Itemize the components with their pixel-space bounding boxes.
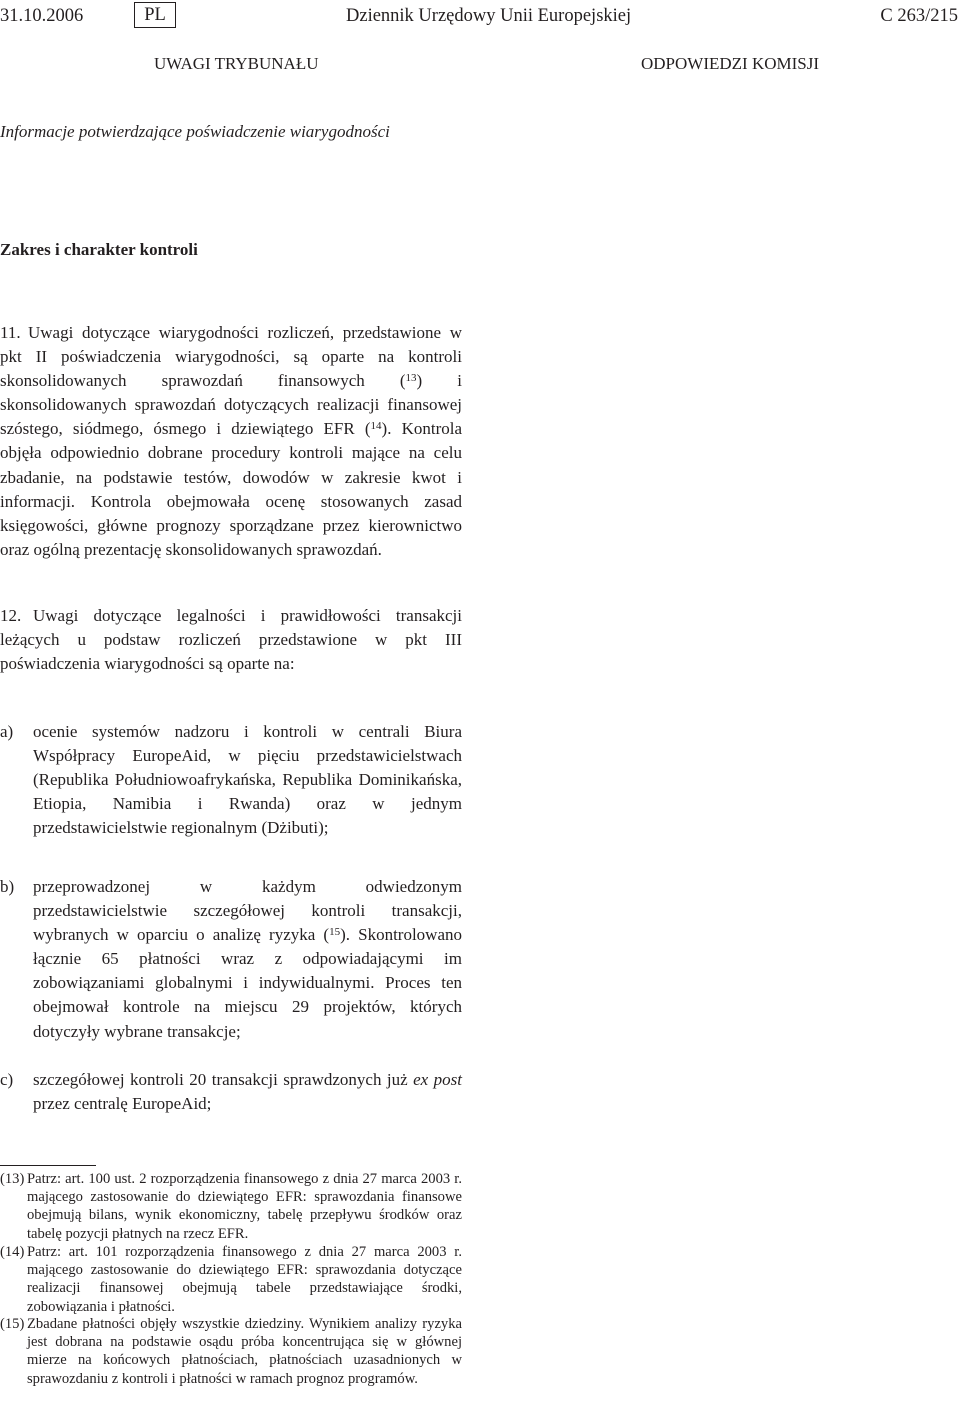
footnote-13 bbox=[0, 1170, 462, 1243]
list-item-text-part: przez centralę EuropeAid; bbox=[33, 1094, 212, 1114]
footnote-15 bbox=[0, 1315, 462, 1388]
list-marker: b) bbox=[0, 877, 15, 896]
paragraph-text: ). Kontrola objęła odpowiednio dobrane procedury kontroli mające na celu zbadanie, na podstawie testów, dowodów w zakresie kwot i informacji. Kontrola obejmowała ocenę stosowanych zasad księgowości, główne prognozy sporządzane przez kierownictwo oraz ogólną prezentację skonsolidowanych sprawozdań. bbox=[0, 419, 463, 559]
footnote-ref: 15 bbox=[329, 926, 341, 939]
footnote-text: Patrz: art. 100 ust. 2 rozporządzenia finansowego z dnia 27 marca 2003 r. mającego zastosowanie do dziewiątego EFR: sprawozdania finansowe obejmują bilans, wynik ekonomiczny, tabelę przepływu środków oraz tabelę pozycji płatnych na rzecz EFR. bbox=[27, 1171, 462, 1242]
list-item-text: ocenie systemów nadzoru i kontroli w centrali Biura Współpracy EuropeAid, w pięciu przedstawicielstwach (Republika Południowoafrykańska, Republika Dominikańska, Etiopia, Namibia i Rwanda) oraz w jednym przedstawicielstwie regionalnym (Dżibuti); bbox=[33, 722, 462, 838]
paragraph-11 bbox=[0, 321, 462, 562]
language-code-box: PL bbox=[134, 2, 176, 28]
list-item-c bbox=[0, 1068, 462, 1116]
italic-term: ex post bbox=[413, 1070, 463, 1089]
footnote-separator bbox=[0, 1165, 96, 1166]
list-item-text-part: przeprowadzonej w każdym odwiedzonym przedstawicielstwie szczegółowej kontroli transakcji, wybranych w oparciu o analizę ryzyka ( bbox=[33, 877, 462, 945]
paragraph-number: 12. bbox=[0, 606, 22, 625]
list-item-text-part: ). Skontrolowano łącznie 65 płatności wraz z odpowiadającymi im zobowiązaniami globalnymi i indywidualnymi. Proces ten obejmował kontrole na miejscu 29 projektów, których dotyczyły wybrane transakcje; bbox=[33, 925, 462, 1041]
section-subtitle: Informacje potwierdzające poświadczenie wiarygodności bbox=[0, 122, 390, 141]
journal-reference: C 263/215 bbox=[880, 6, 958, 26]
header-date: 31.10.2006 bbox=[0, 6, 84, 26]
paragraph-text: Uwagi dotyczące legalności i prawidłowości transakcji leżących u podstaw rozliczeń przedstawione w pkt III poświadczenia wiarygodności są oparte na: bbox=[0, 606, 462, 674]
paragraph-number: 11. bbox=[0, 323, 21, 342]
court-observations-heading: UWAGI TRYBUNAŁU bbox=[154, 54, 319, 73]
list-item-text bbox=[33, 875, 462, 1044]
list-item-text bbox=[33, 1068, 462, 1116]
list-item-b bbox=[0, 875, 462, 1044]
list-marker: a) bbox=[0, 722, 14, 741]
list-item-text-part: szczegółowej kontroli 20 transakcji sprawdzonych już bbox=[33, 1070, 408, 1089]
footnote-text: Patrz: art. 101 rozporządzenia finansowego z dnia 27 marca 2003 r. mającego zastosowanie do dziewiątego EFR: sprawozdania dotyczące realizacji finansowej obejmują tabele przedstawiające środki, zobowiązania i płatności. bbox=[27, 1244, 462, 1315]
footnote-ref: 13 bbox=[405, 372, 417, 385]
footnote-marker: (14) bbox=[0, 1244, 25, 1260]
paragraph-12 bbox=[0, 604, 462, 676]
footnote-marker: (15) bbox=[0, 1316, 25, 1332]
paragraph-text: Uwagi dotyczące wiarygodności rozliczeń, przedstawione w pkt II poświadczenia wiarygodności, są oparte na kontroli skonsolidowanych sprawozdań finansowych ( bbox=[0, 323, 462, 391]
footnote-text: Zbadane płatności objęły wszystkie dziedziny. Wynikiem analizy ryzyka jest dobrana na podstawie osądu próba koncentrująca się w głównej mierze na końcowych płatnościach, płatnościach uzasadnionych w sprawozdaniu z kontroli i płatności w ramach prognoz programów. bbox=[27, 1316, 462, 1387]
journal-title: Dziennik Urzędowy Unii Europejskiej bbox=[346, 6, 632, 26]
footnote-ref: 14 bbox=[370, 420, 382, 433]
commission-replies-heading: ODPOWIEDZI KOMISJI bbox=[641, 54, 820, 73]
footnote-marker: (13) bbox=[0, 1171, 25, 1187]
footnote-14 bbox=[0, 1243, 462, 1316]
page-header bbox=[0, 2, 960, 30]
scope-heading: Zakres i charakter kontroli bbox=[0, 240, 198, 259]
paragraph-text: ) i skonsolidowanych sprawozdań dotyczących realizacji finansowej szóstego, siódmego, ósmego i dziewiątego EFR ( bbox=[0, 371, 463, 439]
list-item-a bbox=[0, 720, 462, 840]
list-marker: c) bbox=[0, 1070, 14, 1089]
